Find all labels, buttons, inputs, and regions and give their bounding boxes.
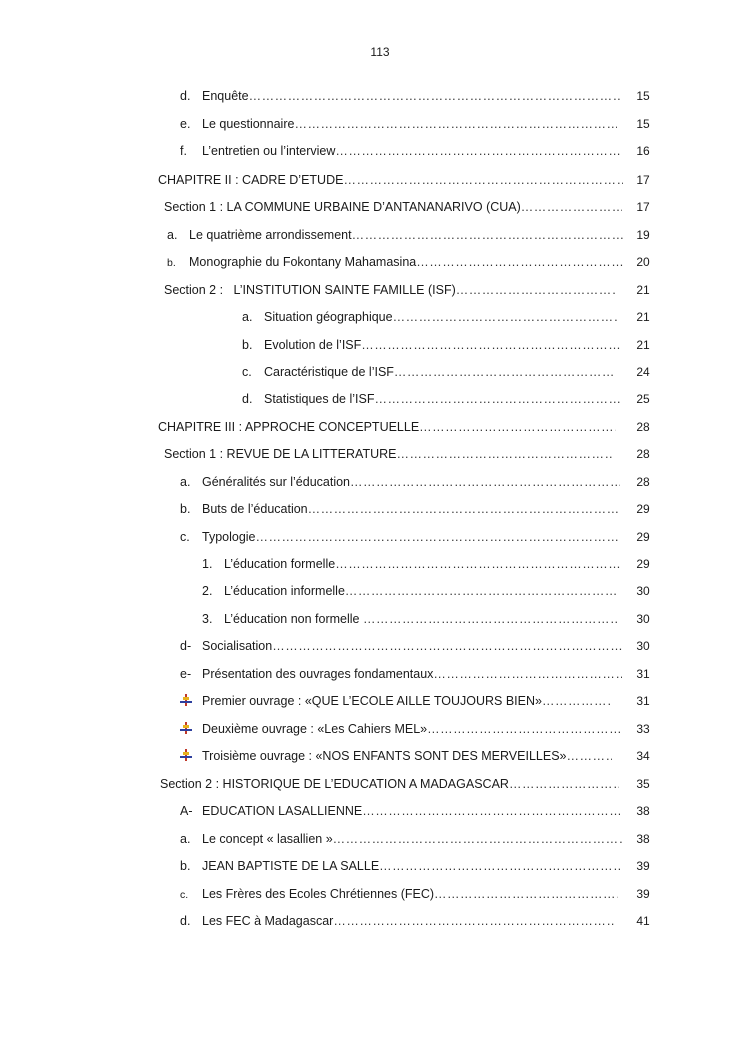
toc-entry-chapitre-2: [0, 170, 745, 190]
toc-title: Monographie du Fokontany Mahamasina: [189, 255, 417, 269]
toc-leader: [350, 472, 620, 492]
toc-entry-section-2-isf: [0, 280, 745, 300]
toc-title: L’éducation non formelle: [224, 612, 363, 626]
toc-title: Présentation des ouvrages fondamentaux: [202, 667, 434, 681]
toc-entry-education-lasallienne: [0, 801, 745, 821]
toc-title: Les Frères des Ecoles Chrétiennes (FEC): [202, 887, 435, 901]
toc-title: Section 2 : L’INSTITUTION SAINTE FAMILLE (ISF): [164, 283, 456, 297]
toc-entry-questionnaire: [0, 114, 745, 134]
toc-leader: [456, 280, 616, 300]
toc-leader: [509, 774, 619, 794]
toc-leader: [419, 417, 616, 437]
toc-leader: [272, 636, 622, 656]
toc-leader: [343, 170, 623, 190]
toc-entry-concept-lasallien: [0, 829, 745, 849]
toc-entry-fec-madagascar: [0, 911, 745, 931]
toc-leader: [394, 362, 616, 382]
toc-title: Caractéristique de l’ISF: [264, 365, 394, 379]
toc-title: Evolution de l’ISF: [264, 338, 362, 352]
toc-title: Le quatrième arrondissement: [189, 228, 352, 242]
toc-marker: d.: [180, 914, 191, 928]
pushpin-bullet-icon: [180, 749, 192, 761]
toc-title: EDUCATION LASALLIENNE: [202, 804, 363, 818]
toc-title: JEAN BAPTISTE DE LA SALLE: [202, 859, 380, 873]
toc-leader: [542, 691, 610, 711]
toc-entry-buts-education: [0, 499, 745, 519]
page-number: 113: [370, 45, 390, 59]
toc-entry-jean-baptiste: [0, 856, 745, 876]
toc-title: Buts de l’éducation: [202, 502, 308, 516]
toc-title: Situation géographique: [264, 310, 393, 324]
toc-leader: [294, 114, 617, 134]
toc-leader: [521, 197, 622, 217]
toc-marker: b.: [180, 859, 191, 873]
toc-leader: [379, 856, 622, 876]
toc-entry-typologie: [0, 527, 745, 547]
toc-leader: [333, 829, 622, 849]
toc-title: Premier ouvrage : «QUE L’ECOLE AILLE TOUJOURS BIEN»: [202, 694, 542, 708]
toc-page: 39: [636, 887, 650, 901]
toc-marker: b.: [180, 502, 191, 516]
toc-marker: e-: [180, 667, 192, 681]
toc-leader: [345, 581, 618, 601]
toc-page: 16: [636, 144, 650, 158]
toc-title: Enquête: [202, 89, 249, 103]
toc-title: Le concept « lasallien »: [202, 832, 333, 846]
toc-marker: 1.: [202, 557, 213, 571]
toc-entry-situation-geographique: [0, 307, 745, 327]
toc-marker: c.: [242, 365, 252, 379]
toc-title: CHAPITRE III : APPROCHE CONCEPTUELLE: [158, 420, 420, 434]
toc-page: 30: [636, 639, 650, 653]
toc-page: 31: [636, 694, 650, 708]
toc-marker: e.: [180, 117, 191, 131]
toc-page: 30: [636, 584, 650, 598]
toc-title: Socialisation: [202, 639, 273, 653]
toc-title: Section 1 : REVUE DE LA LITTERATURE: [164, 447, 397, 461]
toc-page: 21: [636, 338, 650, 352]
toc-page: 29: [636, 557, 650, 571]
toc-marker: d.: [180, 89, 191, 103]
toc-leader: [256, 527, 618, 547]
toc-page: 25: [636, 392, 650, 406]
toc-marker: A-: [180, 804, 193, 818]
toc-page: 41: [636, 914, 650, 928]
toc-entry-historique-education: [0, 774, 745, 794]
toc-entry-section-1-cua: [0, 197, 745, 217]
toc-marker: d-: [180, 639, 192, 653]
toc-entry-chapitre-3: [0, 417, 745, 437]
toc-title: CHAPITRE II : CADRE D’ETUDE: [158, 173, 344, 187]
toc-leader: [434, 884, 618, 904]
toc-leader: [352, 225, 623, 245]
toc-page: 17: [636, 173, 650, 187]
toc-entry-generalites-education: [0, 472, 745, 492]
toc-page: 28: [636, 447, 650, 461]
toc-entry-premier-ouvrage: [0, 691, 745, 711]
toc-page: 31: [636, 667, 650, 681]
toc-leader: [335, 141, 620, 161]
toc-leader: [427, 719, 620, 739]
toc-leader: [335, 554, 620, 574]
toc-marker: c.: [180, 530, 190, 544]
toc-leader: [333, 911, 614, 931]
toc-leader: [416, 252, 623, 272]
toc-title: Typologie: [202, 530, 256, 544]
toc-title: Statistiques de l’ISF: [264, 392, 375, 406]
toc-title: Troisième ouvrage : «NOS ENFANTS SONT DES MERVEILLES»: [202, 749, 567, 763]
toc-page: 38: [636, 804, 650, 818]
pushpin-bullet-icon: [180, 722, 192, 734]
toc-marker: a.: [242, 310, 253, 324]
toc-page: 28: [636, 420, 650, 434]
toc-entry-education-informelle: [0, 581, 745, 601]
toc-marker: c.: [180, 889, 189, 901]
toc-entry-entretien: [0, 141, 745, 161]
toc-marker: 2.: [202, 584, 213, 598]
toc-entry-revue-litterature: [0, 444, 745, 464]
toc-page: 19: [636, 228, 650, 242]
toc-entry-freres-ecoles: [0, 884, 745, 904]
toc-entry-education-formelle: [0, 554, 745, 574]
toc-page: 29: [636, 502, 650, 516]
toc-entry-enquete: [0, 86, 745, 106]
toc-page: 24: [636, 365, 650, 379]
toc-page: 15: [636, 117, 650, 131]
toc-title: Généralités sur l’éducation: [202, 475, 350, 489]
pushpin-bullet-icon: [180, 694, 192, 706]
toc-entry-presentation-ouvrages: [0, 664, 745, 684]
toc-leader: [393, 307, 619, 327]
toc-leader: [308, 499, 618, 519]
toc-page: 34: [636, 749, 650, 763]
toc-page: 30: [636, 612, 650, 626]
toc-entry-evolution-isf: [0, 335, 745, 355]
toc-title: Section 2 : HISTORIQUE DE L’EDUCATION A MADAGASCAR: [160, 777, 509, 791]
toc-page: 35: [636, 777, 650, 791]
toc-marker: 3.: [202, 612, 213, 626]
toc-page: 17: [636, 200, 650, 214]
toc-marker: a.: [180, 832, 191, 846]
toc-title: L’éducation formelle: [224, 557, 336, 571]
toc-leader: [363, 609, 618, 629]
toc-entry-deuxieme-ouvrage: [0, 719, 745, 739]
toc-marker: b.: [167, 257, 176, 269]
toc-page: 29: [636, 530, 650, 544]
toc-page: 15: [636, 89, 650, 103]
toc-page: 21: [636, 283, 650, 297]
toc-leader: [396, 444, 613, 464]
toc-title: L’entretien ou l’interview: [202, 144, 336, 158]
toc-entry-monographie: [0, 252, 745, 272]
toc-leader: [362, 801, 620, 821]
toc-title: Les FEC à Madagascar: [202, 914, 334, 928]
toc-page: 21: [636, 310, 650, 324]
toc-title: Le questionnaire: [202, 117, 295, 131]
toc-page: 20: [636, 255, 650, 269]
toc-page: 39: [636, 859, 650, 873]
toc-marker: f.: [180, 144, 187, 158]
toc-page: 28: [636, 475, 650, 489]
toc-entry-quatrieme-arrondissement: [0, 225, 745, 245]
toc-entry-socialisation: [0, 636, 745, 656]
toc-leader: [433, 664, 622, 684]
toc-marker: a.: [167, 228, 178, 242]
toc-title: Deuxième ouvrage : «Les Cahiers MEL»: [202, 722, 428, 736]
toc-entry-statistiques-isf: [0, 389, 745, 409]
toc-marker: a.: [180, 475, 191, 489]
toc-marker: d.: [242, 392, 253, 406]
toc-marker: b.: [242, 338, 253, 352]
toc-page: 38: [636, 832, 650, 846]
toc-leader: [566, 746, 612, 766]
toc-title: Section 1 : LA COMMUNE URBAINE D’ANTANANARIVO (CUA): [164, 200, 521, 214]
toc-leader: [249, 86, 620, 106]
toc-leader: [361, 335, 622, 355]
toc-entry-education-non-formelle: [0, 609, 745, 629]
toc-entry-troisieme-ouvrage: [0, 746, 745, 766]
toc-leader: [374, 389, 622, 409]
toc-entry-caracteristique-isf: [0, 362, 745, 382]
toc-title: L’éducation informelle: [224, 584, 345, 598]
toc-page: 33: [636, 722, 650, 736]
